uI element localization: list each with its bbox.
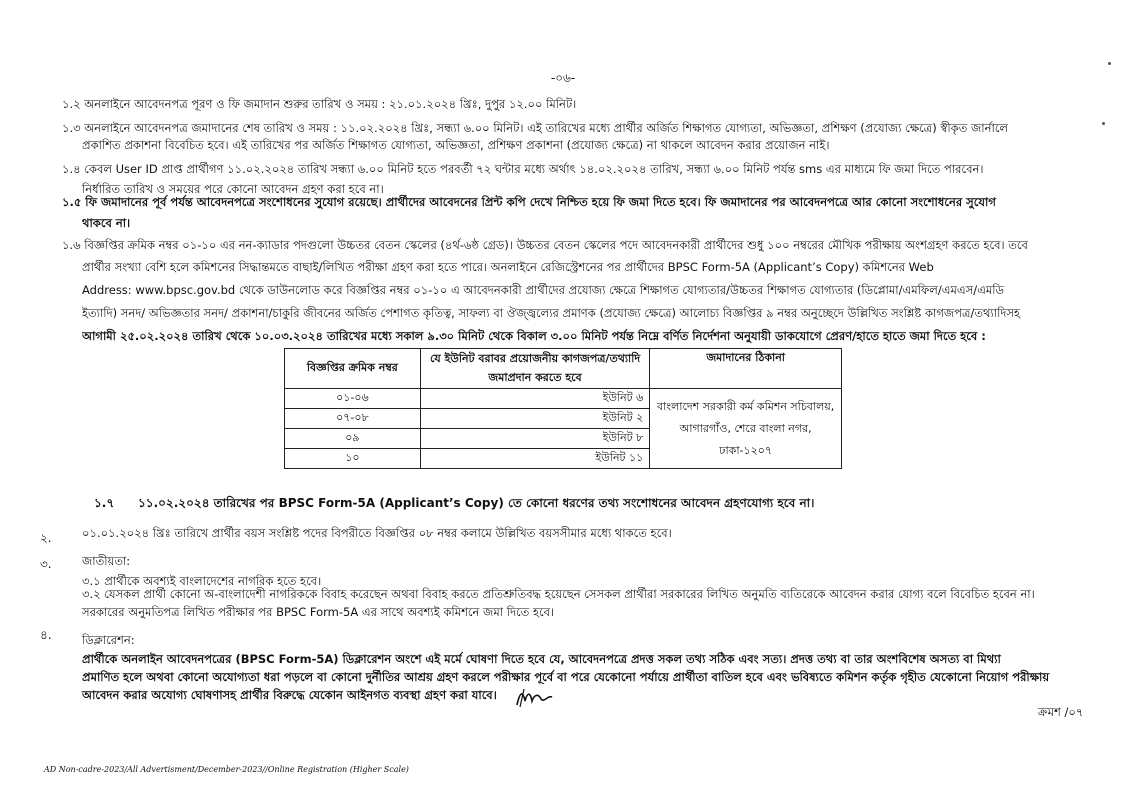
cell-serial: ০৭-০৮ — [285, 409, 421, 429]
cell-unit: ইউনিট ৮ — [420, 429, 650, 449]
para-1-7-text: ১১.০২.২০২৪ তারিখের পর BPSC Form-5A (Applicant’s Copy) তে কোনো ধরণের তথ্য সংশোধনের আবেদন গ্রহণযোগ্য হবে না। — [138, 496, 815, 510]
section-4-line1: প্রার্থীকে অনলাইন আবেদনপত্রের (BPSC Form-5A) ডিক্লারেশন অংশে এই মর্মে ঘোষণা দিতে হবে যে, আবেদনপত্রে প্রদত্ত সকল তথ্য সঠিক এবং সত্য। প্রদত্ত তথ্য বা তার অংশবিশেষ অসত্য বা মিথ্যা — [82, 652, 1001, 666]
para-1-6-line5: আগামী ২৫.০২.২০২৪ তারিখ থেকে ১০.০৩.২০২৪ তারিখের মধ্যে সকাল ৯.৩০ মিনিট থেকে বিকাল ৩.০০ মিনিট পর্যন্ত নিম্নে বর্ণিত নির্দেশনা অনুযায়ী ডাকযোগে প্রেরণ/হাতে হাতে জমা দিতে হবে : — [82, 329, 986, 343]
section-3-number: ৩. — [40, 557, 52, 571]
header-serial: বিজ্ঞপ্তির ক্রমিক নম্বর — [285, 349, 421, 389]
para-1-3-line2: প্রকাশিত প্রকাশনা বিবেচিত হবে। এই তারিখের পর অর্জিত শিক্ষাগত যোগ্যতা, অভিজ্ঞতা, প্রশিক্ষণ প্রকাশনা (প্রযোজ্য ক্ষেত্রে) না থাকলে আবেদন করার প্রয়োজন নাই। — [82, 138, 830, 152]
para-1-6-line3: Address: www.bpsc.gov.bd থেকে ডাউনলোড করে বিজ্ঞপ্তির নম্বর ০১-১০ এ আবেদনকারী প্রার্থীদের প্রযোজ্য ক্ষেত্রে শিক্ষাগত যোগ্যতার/উচ্চতর শিক্ষাগত যোগ্যতার (ডিপ্লোমা/এমফিল/এমএস/এমডি — [82, 283, 1004, 297]
table-row — [285, 389, 842, 409]
para-1-5-line1: ১.৫ ফি জমাদানের পূর্ব পর্যন্ত আবেদনপত্রে সংশোধনের সুযোগ রয়েছে। প্রার্থীদের আবেদনের প্রিন্ট কপি দেখে নিশ্চিত হয়ে ফি জমা দিতে হবে। ফি জমাদানের পর আবেদনপত্রে আর কোনো সংশোধনের সুযোগ — [62, 195, 996, 209]
cell-unit: ইউনিট ১১ — [420, 449, 650, 469]
para-1-7-number: ১.৭ — [94, 496, 115, 510]
section-4-heading: ডিক্লারেশন: — [82, 633, 135, 647]
cell-unit: ইউনিট ৬ — [420, 389, 650, 409]
para-1-4-line1: ১.৪ কেবল User ID প্রাপ্ত প্রার্থীগণ ১১.০২.২০২৪ তারিখ সন্ধ্যা ৬.০০ মিনিট হতে পরবর্তী ৭২ ঘন্টার মধ্যে অর্থাৎ ১৪.০২.২০২৪ তারিখ, সন্ধ্যা ৬.০০ মিনিট পর্যন্ত sms এর মাধ্যমে ফি জমা দিতে পারবেন। — [62, 162, 984, 176]
cell-unit: ইউনিট ২ — [420, 409, 650, 429]
section-2-number: ২. — [40, 531, 52, 545]
para-1-4-line2: নির্ধারিত তারিখ ও সময়ের পরে কোনো আবেদন গ্রহণ করা হবে না। — [82, 182, 384, 196]
section-3-2-line2: সরকারের অনুমতিপত্র লিখিত পরীক্ষার পর BPSC Form-5A এর সাথে অবশ্যই কমিশনে জমা দিতে হবে। — [82, 605, 555, 619]
cell-serial: ০১-০৬ — [285, 389, 421, 409]
continued-marker: ক্রমশ /০৭ — [1038, 705, 1084, 719]
para-1-2: ১.২ অনলাইনে আবেদনপত্র পূরণ ও ফি জমাদান শুরুর তারিখ ও সময় : ২১.০১.২০২৪ খ্রিঃ, দুপুর ১২.০০ মিনিট। — [62, 97, 577, 111]
section-3-heading: জাতীয়তা: — [82, 554, 131, 568]
table-header-row — [285, 349, 842, 389]
section-3-2-line1: ৩.২ যেসকল প্রার্থী কোনো অ-বাংলাদেশী নাগরিককে বিবাহ করেছেন অথবা বিবাহ করতে প্রতিশ্রুতিবদ্ধ হয়েছেন সেসকল প্রার্থীরা সরকারের লিখিত অনুমতি ব্যতিরেকে আবেদন করার যোগ্য বলে বিবেচিত হবেন না। — [82, 587, 1035, 601]
para-1-6-line2: প্রার্থীর সংখ্যা বেশি হলে কমিশনের সিদ্ধান্তমতে বাছাই/লিখিত পরীক্ষা গ্রহণ করা হতে পারে। অনলাইনে রেজিস্ট্রেশনের পর প্রার্থীদের BPSC Form-5A (Applicant’s Copy) কমিশনের Web — [82, 260, 934, 274]
section-2-text: ০১.০১.২০২৪ খ্রিঃ তারিখে প্রার্থীর বয়স সংশ্লিষ্ট পদের বিপরীতে বিজ্ঞপ্তির ০৮ নম্বর কলামে উল্লিখিত বয়সসীমার মধ্যে থাকতে হবে। — [82, 526, 672, 540]
section-4-line3: আবেদন করার অযোগ্য ঘোষণাসহ প্রার্থীর বিরুদ্ধে যেকোন আইনগত ব্যবস্থা গ্রহণ করা যাবে। — [82, 688, 497, 702]
handwritten-signature — [514, 685, 556, 709]
section-4-number: ৪. — [40, 628, 52, 642]
para-1-5-line2: থাকবে না। — [82, 216, 131, 230]
scan-speck — [1108, 62, 1111, 65]
cell-address: বাংলাদেশ সরকারী কর্ম কমিশন সচিবালয়, আগারগাঁও, শেরে বাংলা নগর, ঢাকা-১২০৭ — [650, 389, 842, 469]
para-1-3-line1: ১.৩ অনলাইনে আবেদনপত্র জমাদানের শেষ তারিখ ও সময় : ১১.০২.২০২৪ খ্রিঃ, সন্ধ্যা ৬.০০ মিনিট। এই তারিখের মধ্যে প্রার্থীর অর্জিত শিক্ষাগত যোগ্যতা, অভিজ্ঞতা, প্রশিক্ষণ (প্রযোজ্য ক্ষেত্রে) স্বীকৃত জার্নালে — [62, 121, 1009, 135]
submission-table — [284, 348, 842, 469]
scan-speck — [1102, 122, 1105, 125]
header-address: জমাদানের ঠিকানা — [650, 349, 842, 389]
footer-path: AD Non-cadre-2023/All Advertisment/December-2023//Online Registration (Higher Scale) — [44, 765, 409, 774]
para-1-6-line1: ১.৬ বিজ্ঞপ্তির ক্রমিক নম্বর ০১-১০ এর নন-ক্যাডার পদগুলো উচ্চতর বেতন স্কেলের (৪র্থ-৬ষ্ঠ গ্রেড)। উচ্চতর বেতন স্কেলের পদে আবেদনকারী প্রার্থীদের শুধু ১০০ নম্বরের মৌখিক পরীক্ষায় অংশগ্রহণ করতে হবে। তবে — [62, 238, 1028, 252]
header-unit: যে ইউনিট বরাবর প্রয়োজনীয় কাগজপত্র/তথ্যাদি জমাপ্রদান করতে হবে — [420, 349, 650, 389]
section-4-line2: প্রমাণিত হলে অথবা কোনো অযোগ্যতা ধরা পড়লে বা কোনো দুর্নীতির আশ্রয় গ্রহণ করলে পরীক্ষার পূর্বে বা পরে যেকোনো পর্যায়ে প্রার্থীতা বাতিল হবে এবং ভবিষ্যতে কমিশন কর্তৃক গৃহীত যেকোনো নিয়োগ পরীক্ষায় — [82, 670, 1050, 684]
page-number: -০৬- — [550, 71, 576, 85]
para-1-6-line4: ইত্যাদি) সনদ/ অভিজ্ঞতার সনদ/ প্রকাশনা/চাকুরি জীবনের অর্জিত পেশাগত কৃতিত্ব, সাফল্য বা ঔজ্জ্বল্যের প্রমাণক (প্রযোজ্য ক্ষেত্রে) আলোচ্য বিজ্ঞপ্তির ৯ নম্বর অনুচ্ছেদে উল্লিখিত সংশ্লিষ্ট কাগজপত্র/তথ্যাদিসহ — [82, 306, 1021, 320]
section-3-1: ৩.১ প্রার্থীকে অবশ্যই বাংলাদেশের নাগরিক হতে হবে। — [82, 574, 322, 588]
cell-serial: ০৯ — [285, 429, 421, 449]
cell-serial: ১০ — [285, 449, 421, 469]
